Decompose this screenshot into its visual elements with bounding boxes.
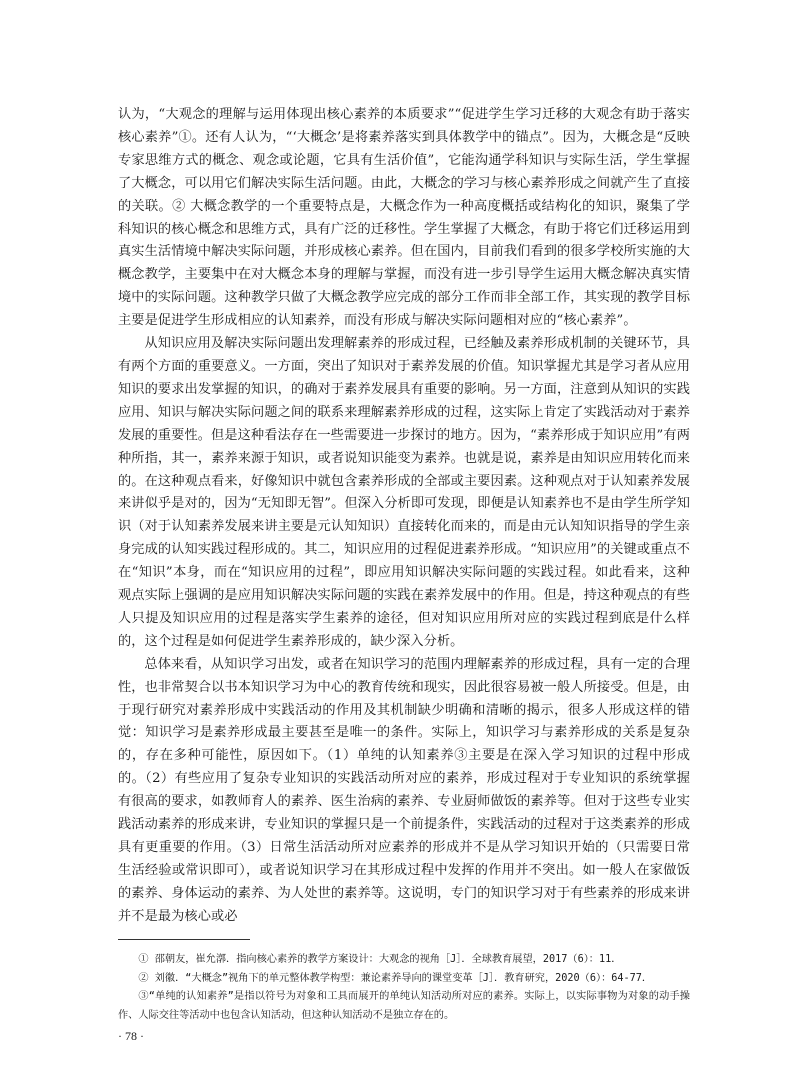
footnote-1: ① 邵朝友，崔允漷．指向核心素养的教学方案设计：大观念的视角［J］．全球教育展望，2017（6）：11． xyxy=(138,954,622,965)
footnote-2: ② 刘徽．“大概念”视角下的单元整体教学构型：兼论素养导向的课堂变革［J］．教育研究，2020（6）：64-77． xyxy=(138,972,653,984)
body-text xyxy=(118,104,690,929)
paragraph-2: 从知识应用及解决实际问题出发理解素养的形成过程，已经触及素养形成机制的关键环节，具有两个方面的重要意义。一方面，突出了知识对于素养发展的价值。知识掌握尤其是学习者从应用知识的要求出发掌握的知识，的确对于素养发展具有重要的影响。另一方面，注意到从知识的实践应用、知识与解决实际问题之间的联系来理解素养形成的过程，这实际上肯定了实践活动对于素养发展的重要性。但是这种看法存在一些需要进一步探讨的地方。因为，“素养形成于知识应用”有两种所指，其一，素养来源于知识，或者说知识能变为素养。也就是说，素养是由知识应用转化而来的。在这种观点看来，好像知识中就包含素养形成的全部或主要因素。这种观点对于认知素养发展来讲似乎是对的，因为“无知即无智”。但深入分析即可发现，即便是认知素养也不是由学生所学知识（对于认知素养发展来讲主要是元认知知识）直接转化而来的，而是由元认知知识指导的学生亲身完成的认知实践过程形成的。其二，知识应用的过程促进素养形成。“知识应用”的关键或重点不在“知识”本身，而在“知识应用的过程”，即应用知识解决实际问题的实践过程。如此看来，这种观点实际上强调的是应用知识解决实际问题的实践在素养发展中的作用。但是，持这种观点的有些人只提及知识应用的过程是落实学生素养的途径，但对知识应用所对应的实践过程到底是什么样的，这个过程是如何促进学生素养形成的，缺少深入分析。 xyxy=(118,336,690,649)
footnotes xyxy=(118,951,690,1025)
paragraph-1: 认为，“大观念的理解与运用体现出核心素养的本质要求”“促进学生学习迁移的大观念有助于落实核心素养”①。还有人认为，“‘大概念’是将素养落实到具体教学中的锚点”。因为，大概念是“反映专家思维方式的概念、观念或论题，它具有生活价值”，它能沟通学科知识与实际生活，学生掌握了大概念，可以用它们解决实际生活问题。由此，大概念的学习与核心素养形成之间就产生了直接的关联。② 大概念教学的一个重要特点是，大概念作为一种高度概括或结构化的知识，聚集了学科知识的核心概念和思维方式，具有广泛的迁移性。学生掌握了大概念，有助于将它们迁移运用到真实生活情境中解决实际问题，并形成核心素养。但在国内，目前我们看到的很多学校所实施的大概念教学，主要集中在对大概念本身的理解与掌握，而没有进一步引导学生运用大概念解决真实情境中的实际问题。这种教学只做了大概念教学应完成的部分工作而非全部工作，其实现的教学目标主要是促进学生形成相应的认知素养，而没有形成与解决实际问题相对应的“核心素养”。 xyxy=(118,107,690,329)
footnote-divider xyxy=(118,939,250,940)
page-number: · 78 · xyxy=(118,1029,144,1043)
paragraph-3: 总体来看，从知识学习出发，或者在知识学习的范围内理解素养的形成过程，具有一定的合理性，也非常契合以书本知识学习为中心的教育传统和现实，因此很容易被一般人所接受。但是，由于现行研究对素养形成中实践活动的作用及其机制缺少明确和清晰的揭示，很多人形成这样的错觉：知识学习是素养形成最主要甚至是唯一的条件。实际上，知识学习与素养形成的关系是复杂的，存在多种可能性，原因如下。（1）单纯的认知素养③主要是在深入学习知识的过程中形成的。（2）有些应用了复杂专业知识的实践活动所对应的素养，形成过程对于专业知识的系统掌握有很高的要求，如教师育人的素养、医生治病的素养、专业厨师做饭的素养等。但对于这些专业实践活动素养的形成来讲，专业知识的掌握只是一个前提条件，实践活动的过程对于这类素养的形成具有更重要的作用。（3）日常生活活动所对应素养的形成并不是从学习知识开始的（只需要日常生活经验或常识即可），或者说知识学习在其形成过程中发挥的作用并不突出。如一般人在家做饭的素养、身体运动的素养、为人处世的素养等。这说明，专门的知识学习对于有些素养的形成来讲并不是最为核心或必 xyxy=(118,656,690,924)
footnote-3: ③“单纯的认知素养”是指以符号为对象和工具而展开的单纯认知活动所对应的素养。实际上，以实际事物为对象的动手操作、人际交往等活动中也包含认知活动，但这种认知活动不是独立存在的。 xyxy=(118,991,690,1021)
